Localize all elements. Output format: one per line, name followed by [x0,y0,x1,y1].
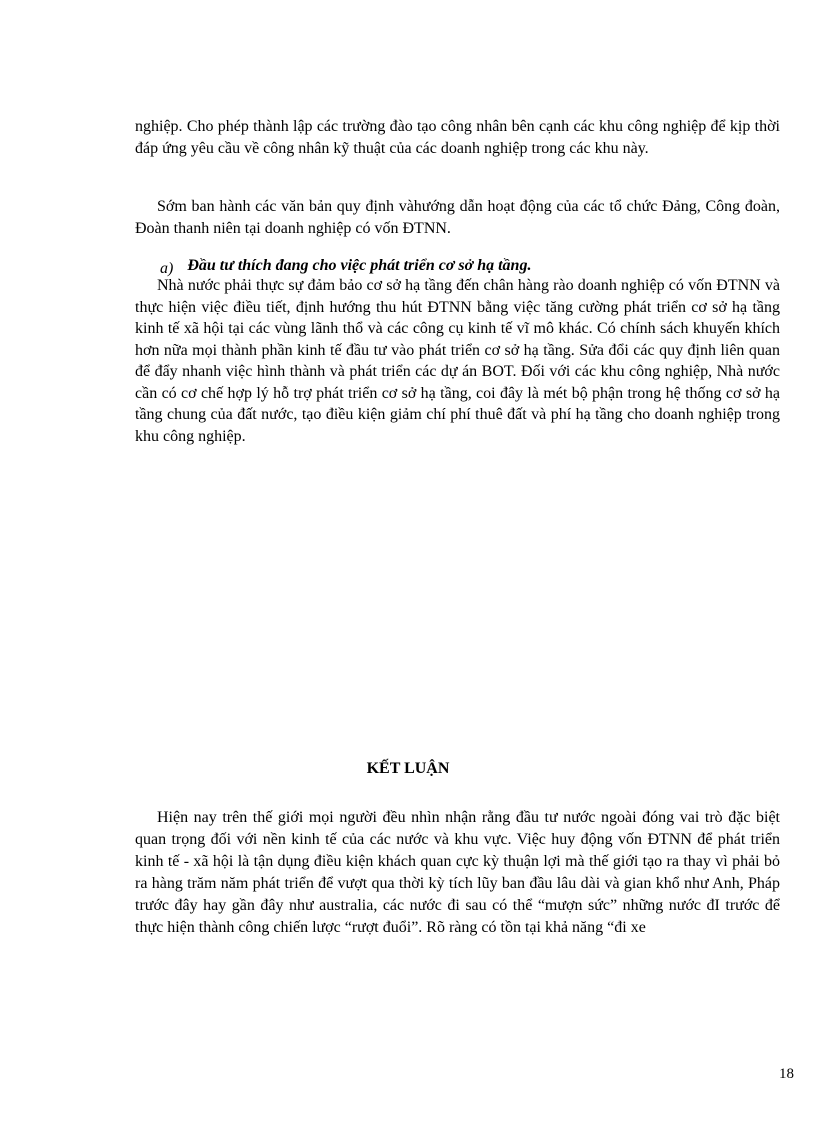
paragraph-regulations: Sớm ban hành các văn bản quy định vàhướng dẫn hoạt động của các tổ chức Đảng, Công đoàn, Đoàn thanh niên tại doanh nghiệp có vốn ĐTNN. [135,198,780,237]
paragraph-training-schools: nghiệp. Cho phép thành lập các trường đào tạo công nhân bên cạnh các khu công nghiệp để kịp thời đáp ứng yêu cầu về công nhân kỹ thuật của các doanh nghiệp trong các khu này. [135,118,780,157]
paragraph-infrastructure: Nhà nước phải thực sự đảm bảo cơ sở hạ tầng đến chân hàng rào doanh nghiệp có vốn ĐTNN và thực hiện việc điều tiết, định hướng thu hút ĐTNN bằng việc tăng cường phát triển cơ sở hạ tầng kinh tế xã hội tại các vùng lãnh thổ và các công cụ kinh tế vĩ mô khác. Có chính sách khuyến khích hơn nữa mọi thành phần kinh tế đầu tư vào phát triển cơ sở hạ tầng. Sửa đổi các quy định liên quan để đẩy nhanh việc hình thành và phát triển các dự án BOT. Đối với các khu công nghiệp, Nhà nước cần có cơ chế hợp lý hỗ trợ phát triển cơ sở hạ tầng, coi đây là mét bộ phận trong hệ thống cơ sở hạ tầng chung của đất nước, tạo điều kiện giảm chí phí thuê đất và phí hạ tầng cho doanh nghiệp trong khu công nghiệp. [135,277,780,445]
conclusion-heading: KẾT LUẬN [366,760,450,777]
list-marker: a) [160,260,174,277]
paragraph-conclusion: Hiện nay trên thế giới mọi người đều nhìn nhận rằng đầu tư nước ngoài đóng vai trò đặc biệt quan trọng đối với nền kinh tế của các nước và khu vực. Việc huy động vốn ĐTNN để phát triển kinh tế - xã hội là tận dụng điều kiện khách quan cực kỳ thuận lợi mà thế giới tạo ra thay vì phải bỏ ra hàng trăm năm phát triển để vượt qua thời kỳ tích lũy ban đầu lâu dài và gian khổ như Anh, Pháp trước đây hay gần đây như australia, các nước đi sau có thể “mượn sức” những nước đI trước để thực hiện thành công chiến lược “rượt đuổi”. Rõ ràng có tồn tại khả năng “đi xe [135,809,780,936]
page-number: 18 [779,1066,794,1082]
section-heading-title: Đầu tư thích đang cho việc phát triển cơ sở hạ tầng. [187,257,532,274]
